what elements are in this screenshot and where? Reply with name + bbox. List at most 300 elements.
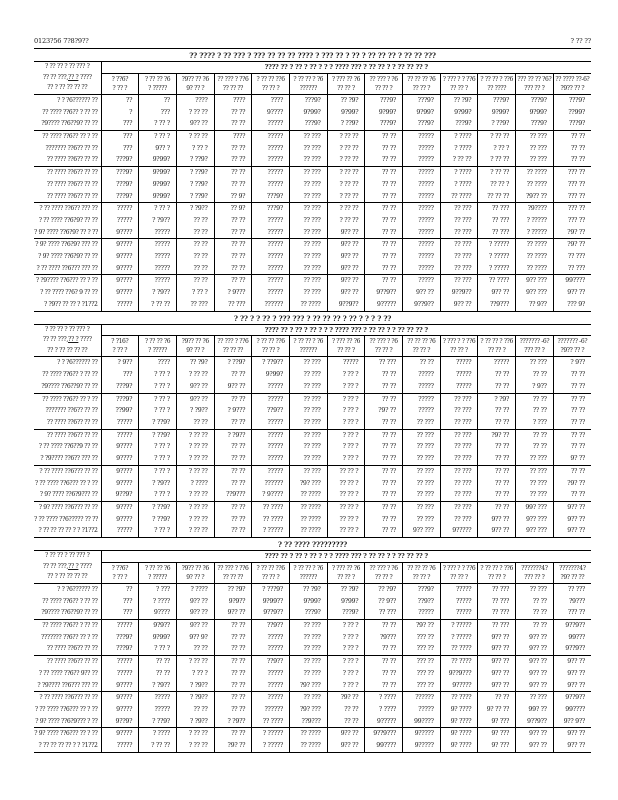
data-cell: 9???? xyxy=(101,680,139,692)
data-cell: ?? ??? xyxy=(440,453,478,465)
data-cell: 99? ?? xyxy=(516,704,554,716)
data-cell: ?? ?? xyxy=(176,275,214,287)
row-label: ? ?? ???? ??6? 9 ?? ?? xyxy=(40,289,98,297)
data-cell: ?? ?? xyxy=(553,154,591,166)
data-cell: ???9? xyxy=(440,118,478,130)
data-cell: ? ??9? xyxy=(478,118,516,130)
column-header-line: ?? ?? ? xyxy=(337,573,355,581)
data-cell: 9? ???? xyxy=(440,728,478,740)
data-cell: ? ?? ?? xyxy=(176,514,214,526)
column-header xyxy=(403,562,441,583)
data-cell: ???9? xyxy=(403,94,441,106)
data-cell: 9?? ?? xyxy=(176,607,214,619)
data-cell: 9?? ?? xyxy=(516,656,554,668)
table-row xyxy=(34,167,591,179)
data-cell: ????? xyxy=(440,369,478,381)
row-label: ? 9? ???? ??6??? ?? ? ?? xyxy=(34,728,101,740)
data-cell: ????? xyxy=(252,453,290,465)
data-cell: ????? xyxy=(101,429,139,441)
data-cell: ?? ?? xyxy=(365,143,403,155)
data-cell: ?? ??? xyxy=(403,453,441,465)
data-cell: ?? ??? xyxy=(440,227,478,239)
data-cell: ?? ??? xyxy=(289,227,327,239)
column-header xyxy=(139,336,177,357)
data-cell: ?? ?? xyxy=(478,489,516,501)
column-header-line: ?? ??? ? ??6 xyxy=(217,338,249,346)
table-row xyxy=(34,143,591,155)
table-row xyxy=(34,620,591,632)
data-cell: 9? ???? xyxy=(440,704,478,716)
column-header-line: ? ??6? xyxy=(111,75,129,83)
data-cell: ????? xyxy=(403,131,441,143)
column-header-line: ?? ?? ? xyxy=(487,573,506,581)
data-cell: ???9? xyxy=(289,607,327,619)
data-cell: ? ????? xyxy=(478,239,516,251)
data-cell: ????? xyxy=(139,263,177,275)
data-cell: 9?? 9?? xyxy=(553,716,591,728)
data-cell: ???? xyxy=(214,131,252,143)
data-cell: ? 9?? xyxy=(553,357,591,369)
data-cell: ????? xyxy=(252,215,290,227)
data-cell: 9?? ?? xyxy=(516,632,554,644)
table-span-header: ???? ?? ? ?? ? ?? ? ? ? ???? ??? ? ?? ?? ? ? ?? ?? ?? ? xyxy=(101,324,591,336)
data-cell: ?? ?? xyxy=(478,453,516,465)
data-cell: ?? ?? xyxy=(516,429,554,441)
data-cell: ? ?? ? xyxy=(139,118,177,130)
data-cell: ? ?? ?? xyxy=(327,143,365,155)
data-cell: ????? xyxy=(252,154,290,166)
data-cell: ?? ?? xyxy=(365,429,403,441)
column-header-line: ? ?? ?? ? ?6 xyxy=(293,338,324,346)
data-cell: ? ???9? xyxy=(252,583,290,595)
data-cell: ? 9??? xyxy=(214,287,252,299)
data-cell: 9? ???? xyxy=(440,716,478,728)
column-header-line: ?9?? ?? ? xyxy=(560,84,585,92)
data-cell: ???9? xyxy=(553,94,591,106)
data-cell: ????? xyxy=(403,167,441,179)
data-cell: ? ???? xyxy=(440,143,478,155)
page-header xyxy=(34,37,591,49)
column-header xyxy=(516,562,554,583)
data-cell: ? ?? ?? xyxy=(176,429,214,441)
data-cell: ? ?? ? xyxy=(327,632,365,644)
data-cell: ?? ?? xyxy=(553,393,591,405)
column-header-line: ? ????? xyxy=(148,573,167,581)
left-header-segment: ?? ? xyxy=(68,562,79,570)
data-cell: ? ?? ? xyxy=(139,441,177,453)
column-header-line: ? ?? ?? ??6 xyxy=(256,564,285,572)
data-cell: 9?99? xyxy=(478,107,516,119)
data-cell: 9?? ?? xyxy=(327,275,365,287)
data-cell: ?? ?? xyxy=(365,203,403,215)
data-cell: ? ?? ? xyxy=(327,369,365,381)
left-header-line: ?? ? ?? ?? ?? ?? xyxy=(47,346,88,354)
data-table xyxy=(34,550,591,753)
data-cell: ?? ??? xyxy=(289,203,327,215)
row-label: ?? ???? ??6?? ? ?? ?? xyxy=(42,108,98,116)
column-header-line: ?? ?? ?? ?6 xyxy=(407,338,436,346)
data-cell: ????? xyxy=(101,215,139,227)
data-cell: ? ?? ? xyxy=(139,393,177,405)
table-row xyxy=(34,441,591,453)
data-cell: ?? ???? xyxy=(516,167,554,179)
data-cell: ??? ?? xyxy=(403,632,441,644)
table-span-header: ???? ?? ? ?? ? ?? ? ? ? ???? ??? ? ?? ?? ? ? ?? ?? ?? ? xyxy=(101,551,591,563)
data-cell: ??? ?? xyxy=(403,680,441,692)
data-cell: ?? ???? xyxy=(440,191,478,203)
data-cell: ?? ??? xyxy=(440,417,478,429)
data-cell: ????? xyxy=(252,179,290,191)
table-row xyxy=(34,118,591,130)
data-cell: 9???? xyxy=(101,453,139,465)
data-cell: ?9? ?? xyxy=(478,429,516,441)
data-cell: ? ??9? xyxy=(176,154,214,166)
data-cell: ????? xyxy=(403,405,441,417)
data-cell: ?? ?? xyxy=(365,191,403,203)
data-cell: ?? ???? xyxy=(440,643,478,655)
data-cell: ?? ?? xyxy=(365,668,403,680)
column-header-line: ? ?? ?? ?6 xyxy=(144,564,171,572)
data-cell: ? ????? xyxy=(440,620,478,632)
data-cell: 9?? ?? xyxy=(327,263,365,275)
data-cell: ?? ??? xyxy=(516,692,554,704)
data-cell: ?? ?? xyxy=(553,369,591,381)
data-cell: ?? ??? xyxy=(553,251,591,263)
column-header xyxy=(101,562,139,583)
data-cell: ? ????? xyxy=(478,251,516,263)
data-cell: ? ?? ?? xyxy=(327,179,365,191)
data-cell: 9???? xyxy=(101,514,139,526)
row-label: ?? ???? ??6?? ? ?? ?? xyxy=(34,620,101,632)
data-cell: ????? xyxy=(252,417,290,429)
data-cell: ????? xyxy=(139,227,177,239)
data-cell: 9??9?? xyxy=(440,287,478,299)
data-cell: ? ????? xyxy=(252,740,290,752)
data-cell: 99??? xyxy=(553,632,591,644)
data-cell: ?? ?9? xyxy=(365,583,403,595)
data-cell: ? ?? ?? xyxy=(327,131,365,143)
row-label: ? ?9???? ??6?? ??? ?? xyxy=(40,455,98,463)
data-cell: ? ?? ? xyxy=(176,143,214,155)
data-cell: ? ??9? xyxy=(176,179,214,191)
data-cell: ?? ??? xyxy=(440,501,478,513)
data-cell: 9???? xyxy=(101,478,139,490)
data-cell: ? ?? ? xyxy=(176,668,214,680)
data-cell: ?? ??? xyxy=(403,478,441,490)
data-cell: ?? ??? xyxy=(440,251,478,263)
column-header-line: ?9?? ?? ?6 xyxy=(181,338,209,346)
data-cell: 9?? ?? xyxy=(478,668,516,680)
table-row xyxy=(34,465,591,477)
table-row xyxy=(34,203,591,215)
data-cell: ?? ??? xyxy=(516,465,554,477)
row-label: ? 9? ???? ??6?9? ?? ?? xyxy=(38,253,98,261)
data-cell: ?? ?? xyxy=(365,525,403,537)
column-header xyxy=(327,562,365,583)
data-cell: 9?? ?? xyxy=(176,381,214,393)
data-cell: ????? xyxy=(403,191,441,203)
data-cell: ? ????? xyxy=(516,215,554,227)
data-cell: ?? ??? xyxy=(403,429,441,441)
column-header-line: ?? ???? xyxy=(487,84,507,92)
data-cell: ?9? ?? xyxy=(553,227,591,239)
data-cell: ?? ??? xyxy=(289,393,327,405)
data-cell: ?? ??? xyxy=(289,239,327,251)
table-row xyxy=(34,227,591,239)
data-cell: 9??9?? xyxy=(327,299,365,311)
data-cell: ?? ??? xyxy=(289,465,327,477)
data-cell: ?? ?? xyxy=(214,143,252,155)
table-title: ?? ???? ? ?? ??? ? ??? ?? ?? ?? ???? ? ??? ?? ? ?? ? ?? ?? ?? ? ?? ?? ??? xyxy=(189,51,436,60)
column-header-line: ?? ?? ? xyxy=(412,573,431,581)
column-header-line: ?? ?? ? xyxy=(487,347,506,355)
data-cell: ?? ?? xyxy=(365,478,403,490)
data-cell: 9?? ?? xyxy=(176,393,214,405)
data-cell: ?? ??? xyxy=(553,583,591,595)
data-cell: ?? ??? xyxy=(516,357,554,369)
data-cell: 9?99? xyxy=(252,369,290,381)
data-cell: 9?? ?? xyxy=(440,299,478,311)
data-cell: ?? ??? xyxy=(440,203,478,215)
data-cell: 9??9??? xyxy=(440,668,478,680)
data-cell: 9???? xyxy=(101,728,139,740)
data-cell: ?? ??? xyxy=(289,167,327,179)
data-cell: 9?? ?? xyxy=(214,607,252,619)
table-row xyxy=(34,405,591,417)
data-cell: ?? ???? xyxy=(252,514,290,526)
data-cell: ? ????? xyxy=(440,632,478,644)
column-header-line: ? ?? ?? ? ?6 xyxy=(293,75,324,83)
data-cell: ? 9?? xyxy=(516,381,554,393)
column-header xyxy=(252,562,290,583)
data-cell: ?? ??? xyxy=(516,143,554,155)
column-header xyxy=(516,336,554,357)
data-cell: ?? ?? xyxy=(365,643,403,655)
data-cell: ??9?? xyxy=(252,620,290,632)
row-label: ?? ???? ??6?? ?? ? ?? xyxy=(34,131,101,143)
data-cell: ?? ??? xyxy=(289,417,327,429)
data-cell: ? ??9? xyxy=(327,118,365,130)
table-row xyxy=(34,369,591,381)
data-cell: ?? ??? xyxy=(289,287,327,299)
data-cell: 9???? xyxy=(101,287,139,299)
data-cell: ?? ???? xyxy=(289,489,327,501)
data-cell: 9?99? xyxy=(139,154,177,166)
data-cell: ?? ?? xyxy=(214,620,252,632)
table-row xyxy=(34,583,591,595)
data-cell: ? ??9? xyxy=(176,167,214,179)
data-cell: 9? ?? xyxy=(553,453,591,465)
data-cell: 99???? xyxy=(365,740,403,752)
data-cell: ?? ?? xyxy=(365,381,403,393)
table-row xyxy=(34,381,591,393)
data-cell: ???9? xyxy=(478,94,516,106)
row-label: ? ?? ?? ?? ?? ? ? ?1??2 xyxy=(38,527,98,535)
data-cell: ?? ??? xyxy=(516,131,554,143)
column-header-line: ??????? -6? xyxy=(557,338,588,346)
column-header xyxy=(403,336,441,357)
data-cell: ?? ?? xyxy=(214,632,252,644)
table-row xyxy=(34,728,591,740)
data-cell: 9????? xyxy=(403,728,441,740)
data-cell: ? ?? ?? xyxy=(176,441,214,453)
data-cell: ? ?? ? xyxy=(327,620,365,632)
data-cell: ?? ?? xyxy=(553,489,591,501)
data-cell: ??? xyxy=(101,131,139,143)
data-cell: 9?? ?? xyxy=(327,287,365,299)
column-header xyxy=(289,336,327,357)
data-cell: ? ???? xyxy=(139,728,177,740)
row-label: ?9???? ??6??9? ?? ?? xyxy=(41,382,98,390)
column-header-line: ? ??? ?? ?6 xyxy=(331,338,361,346)
data-cell: ?? ??? xyxy=(403,514,441,526)
data-cell: ?? ?? xyxy=(214,417,252,429)
data-cell: ??? ?? xyxy=(403,643,441,655)
data-cell: ?? 9?? xyxy=(516,299,554,311)
column-header xyxy=(553,336,591,357)
data-cell: 9?9?? xyxy=(139,620,177,632)
data-cell: ?? ??? xyxy=(440,405,478,417)
data-cell: ?? ?? xyxy=(365,131,403,143)
data-cell: ?? ?? xyxy=(365,215,403,227)
column-header-line: ? ?? ? xyxy=(112,573,128,581)
data-cell: ??? ?? xyxy=(403,668,441,680)
column-header xyxy=(252,73,290,94)
column-header-line: ? ?? ? xyxy=(112,347,128,355)
data-cell: ? ?9?? xyxy=(139,478,177,490)
data-cell: ?? ??? xyxy=(289,357,327,369)
data-cell: ????? xyxy=(478,357,516,369)
data-cell: ?? ???? xyxy=(516,239,554,251)
column-header-line: ? ??? ? ? ??6 xyxy=(442,338,476,346)
row-label: ?? ???? ??6?? ?? ?? xyxy=(46,156,98,164)
table-title: ? ?? ???? ????????? xyxy=(277,540,348,550)
data-cell: ???9? xyxy=(553,118,591,130)
column-header-line: ? ?? ?? ? ??6 xyxy=(480,564,514,572)
data-cell: ????? xyxy=(139,239,177,251)
data-cell: ?? ?? xyxy=(214,118,252,130)
data-cell: ??? ?? xyxy=(553,191,591,203)
data-cell: ? ?9?? xyxy=(139,287,177,299)
data-cell: ??? ?? xyxy=(553,167,591,179)
data-cell: ? ??9? xyxy=(139,429,177,441)
data-cell: ?? ??? xyxy=(478,620,516,632)
column-header-line: ? ?? ?? ??6 xyxy=(256,75,285,83)
data-cell: 9?? ?? xyxy=(553,287,591,299)
data-cell: ??? xyxy=(101,596,139,608)
data-cell: ? ?? ?? xyxy=(176,740,214,752)
data-cell: ? ?? ? xyxy=(139,489,177,501)
data-cell: ?? ??? xyxy=(440,441,478,453)
data-cell: ? ?? ?? xyxy=(176,131,214,143)
data-cell: ? ??9? xyxy=(176,191,214,203)
data-cell: 9?? ?? xyxy=(516,668,554,680)
data-cell: 9??9?? xyxy=(403,299,441,311)
data-cell: ????? xyxy=(101,203,139,215)
data-cell: 9????? xyxy=(440,680,478,692)
column-header xyxy=(139,562,177,583)
data-cell: ???9? xyxy=(403,583,441,595)
data-cell: ?? ?? xyxy=(139,656,177,668)
column-header-line: ?? ?? ? xyxy=(261,347,280,355)
data-cell: ? ?? ?? xyxy=(176,728,214,740)
data-cell: ?? ?? xyxy=(214,643,252,655)
data-cell: ? ????? xyxy=(252,525,290,537)
data-cell: ?? ?? xyxy=(214,275,252,287)
row-label: ?? ???? ??6?? ?? ?? xyxy=(46,192,98,200)
data-cell: ?? ?? xyxy=(176,704,214,716)
data-cell: ?9? ?? xyxy=(214,740,252,752)
data-cell: ?? ?? ? xyxy=(327,514,365,526)
data-cell: ?9? ?? xyxy=(553,239,591,251)
data-cell: ?? ?? xyxy=(553,131,591,143)
data-cell: ? ???? xyxy=(176,583,214,595)
row-label: ? ?? ???? ??6??? ?? ?? xyxy=(34,692,101,704)
data-cell: ? ?9?? xyxy=(176,405,214,417)
data-cell: ????? xyxy=(252,393,290,405)
data-cell: 9????? xyxy=(403,740,441,752)
data-cell: 9?? ??? xyxy=(516,287,554,299)
column-header xyxy=(289,562,327,583)
column-header-line: ? ?? ? xyxy=(112,84,128,92)
data-cell: 9?99? xyxy=(289,107,327,119)
column-header-line: ?? ?? ? xyxy=(337,84,355,92)
data-cell: 9?? ?? xyxy=(478,287,516,299)
data-cell: ??? xyxy=(139,107,177,119)
data-cell: 9?? ?? xyxy=(516,680,554,692)
data-cell: ?9??? xyxy=(553,596,591,608)
data-cell: ???? xyxy=(176,94,214,106)
table-row xyxy=(34,393,591,405)
column-header-line: ?? ?? ? xyxy=(450,84,468,92)
table-row xyxy=(34,704,591,716)
data-cell: ?? ?? xyxy=(327,704,365,716)
data-cell: ? ?? ? xyxy=(327,381,365,393)
left-header-line xyxy=(34,73,101,84)
data-cell: ?? ?? xyxy=(478,369,516,381)
row-label: ?? ???? ??6?? ? ?? ?? xyxy=(42,371,98,379)
data-cell: ??? xyxy=(101,369,139,381)
data-table xyxy=(34,324,591,538)
column-header-line: ?? ?? ?? xyxy=(222,573,244,581)
column-header-line: ?? ?? ?? xyxy=(222,84,244,92)
data-cell: ????? xyxy=(403,369,441,381)
data-cell: 9?? ?? xyxy=(553,525,591,537)
table-row xyxy=(34,668,591,680)
tables-container xyxy=(34,51,591,753)
table-row xyxy=(34,596,591,608)
data-cell: ? ?? ?? xyxy=(478,154,516,166)
data-cell: ? ?9? xyxy=(478,393,516,405)
data-cell: ?? ??? xyxy=(289,656,327,668)
column-header xyxy=(101,73,139,94)
data-cell: ??? xyxy=(101,118,139,130)
data-cell: ?? ??? xyxy=(478,215,516,227)
data-cell: ????? xyxy=(252,429,290,441)
column-header-line: ?? ?? ? xyxy=(412,347,431,355)
column-header-line: ?? ?? ?? ?6 xyxy=(407,564,436,572)
data-cell: ?? ??? xyxy=(289,620,327,632)
data-cell: ?? ?? xyxy=(214,107,252,119)
data-cell: ?? ?? xyxy=(516,369,554,381)
data-cell: 9??9?? xyxy=(252,607,290,619)
data-cell: ????? xyxy=(403,607,441,619)
data-cell: ?? ?? xyxy=(365,154,403,166)
row-label: ?? ???? ??6?? ? ?? ?? xyxy=(42,597,98,605)
row-label: ? 9? ???? ??6?9??? ? ?? xyxy=(35,717,98,725)
data-cell: ??? ?? xyxy=(553,179,591,191)
data-cell: ?? ?? xyxy=(214,514,252,526)
